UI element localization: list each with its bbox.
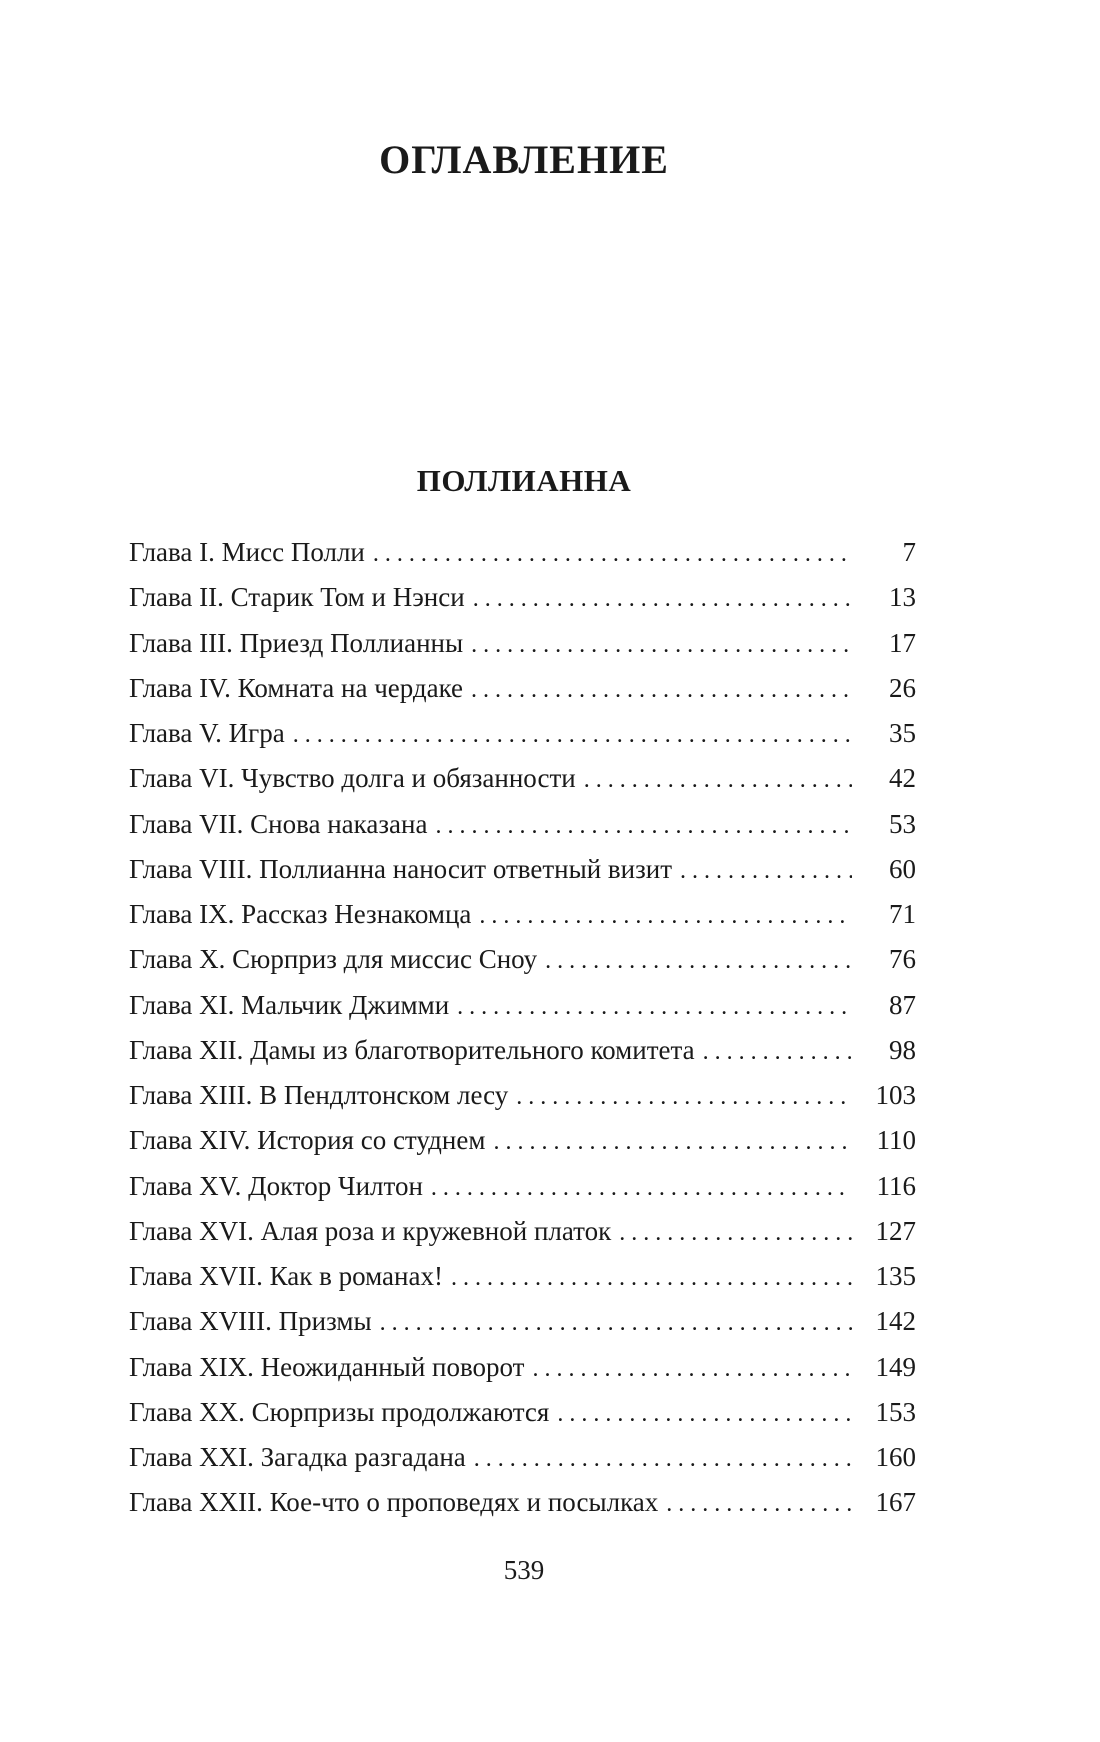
toc-entry-page: 60 (889, 853, 916, 884)
toc-entry-title: Глава XIV. История со студнем (129, 1125, 486, 1156)
toc-dot-leader (703, 1030, 852, 1075)
toc-dot-leader (457, 985, 852, 1030)
toc-entry (129, 1073, 916, 1118)
toc-entry-title: Глава XII. Дамы из благотворительного комитета (129, 1034, 695, 1065)
toc-entry-page: 7 (902, 537, 916, 567)
toc-entry (129, 621, 916, 666)
toc-entry (129, 575, 916, 620)
toc-entry-page: 135 (875, 1261, 916, 1291)
toc-dot-leader (435, 804, 852, 849)
toc-dot-leader (584, 758, 852, 803)
toc-dot-leader (293, 713, 852, 758)
toc-dot-leader (666, 1482, 852, 1527)
toc-entry (129, 530, 916, 575)
toc-entry-page: 103 (875, 1080, 916, 1110)
toc-entry-page: 153 (875, 1396, 916, 1427)
toc-dot-leader (493, 1120, 852, 1165)
toc-dot-leader (373, 532, 852, 577)
toc-entry-page: 142 (875, 1306, 916, 1337)
toc-entry-page: 149 (875, 1351, 916, 1382)
toc-dot-leader (479, 894, 852, 939)
toc-entry-page: 13 (889, 582, 916, 613)
toc-entry (129, 1209, 916, 1254)
toc-entry-title: Глава IX. Рассказ Незнакомца (129, 899, 472, 929)
toc-entry-page: 87 (889, 989, 916, 1020)
toc-entry-title: Глава II. Старик Том и Нэнси (129, 582, 465, 613)
toc-entry-page: 127 (875, 1215, 916, 1246)
toc-entry-page: 35 (889, 718, 916, 748)
toc-dot-leader (474, 1437, 852, 1482)
toc-entry-title: Глава XIII. В Пендлтонском лесу (129, 1080, 509, 1110)
toc-entry (129, 1254, 916, 1299)
page-number: 539 (503, 1555, 545, 1585)
toc-dot-leader (680, 849, 852, 894)
toc-entry-title: Глава XI. Мальчик Джимми (129, 989, 450, 1020)
toc-entry-title: Глава XXI. Загадка разгадана (129, 1442, 466, 1472)
toc-entry-title: Глава VI. Чувство долга и обязанности (129, 763, 576, 794)
toc-entry (129, 666, 916, 711)
toc-entry (129, 1480, 916, 1525)
toc-entry-title: Глава VIII. Поллианна наносит ответный визит (129, 853, 673, 884)
toc-dot-leader (516, 1075, 852, 1120)
toc-entry-title: Глава XIX. Неожиданный поворот (129, 1351, 525, 1382)
toc-entry-page: 17 (889, 627, 916, 658)
toc-entry (129, 1299, 916, 1344)
toc-entry (129, 711, 916, 756)
toc-entry-title: Глава IV. Комната на чердаке (129, 672, 464, 703)
toc-entry-page: 53 (889, 808, 916, 839)
toc-dot-leader (473, 577, 852, 622)
toc-entry-title: Глава V. Игра (129, 718, 285, 748)
toc-entry-page: 76 (889, 944, 916, 975)
toc-entry-page: 98 (889, 1034, 916, 1065)
toc-entry (129, 756, 916, 801)
toc-entry-page: 167 (875, 1487, 916, 1518)
toc-dot-leader (380, 1301, 852, 1346)
toc-entry (129, 983, 916, 1028)
toc-entry-page: 110 (876, 1125, 916, 1156)
toc-entry-title: Глава III. Приезд Поллианны (129, 627, 464, 658)
toc-entry (129, 1390, 916, 1435)
toc-entry-page: 26 (889, 672, 916, 703)
toc-entry-title: Глава XX. Сюрпризы продолжаются (129, 1396, 550, 1427)
toc-entry (129, 1028, 916, 1073)
toc-dot-leader (545, 939, 852, 984)
toc-entry-page: 71 (889, 899, 916, 929)
toc-entry-page: 42 (889, 763, 916, 794)
toc-dot-leader (532, 1347, 852, 1392)
toc-dot-leader (471, 623, 852, 668)
toc-dot-leader (557, 1392, 852, 1437)
page-title: ОГЛАВЛЕНИЕ (379, 137, 669, 182)
toc-entry (129, 1435, 916, 1480)
toc-entry (129, 892, 916, 937)
toc-entry (129, 1164, 916, 1209)
toc-entry-title: Глава XV. Доктор Чилтон (129, 1170, 423, 1201)
toc-entry-page: 116 (876, 1170, 916, 1201)
section-title: ПОЛЛИАННА (416, 463, 632, 498)
toc-entry-page: 160 (875, 1442, 916, 1472)
toc-entry-title: Глава XXII. Кое-что о проповедях и посылках (129, 1487, 659, 1518)
toc-dot-leader (431, 1166, 852, 1211)
toc-entry (129, 1345, 916, 1390)
toc-entry-title: Глава X. Сюрприз для миссис Сноу (129, 944, 538, 975)
toc-entry-title: Глава XVI. Алая роза и кружевной платок (129, 1215, 612, 1246)
toc-entry-title: Глава VII. Снова наказана (129, 808, 428, 839)
toc-entry (129, 1118, 916, 1163)
toc-entry-title: Глава XVII. Как в романах! (129, 1261, 443, 1291)
table-of-contents (129, 530, 916, 1526)
toc-entry (129, 802, 916, 847)
toc-entry (129, 937, 916, 982)
toc-dot-leader (619, 1211, 852, 1256)
toc-dot-leader (471, 668, 852, 713)
toc-entry-title: Глава I. Мисс Полли (129, 537, 365, 567)
toc-entry (129, 847, 916, 892)
toc-dot-leader (451, 1256, 852, 1301)
toc-entry-title: Глава XVIII. Призмы (129, 1306, 372, 1337)
